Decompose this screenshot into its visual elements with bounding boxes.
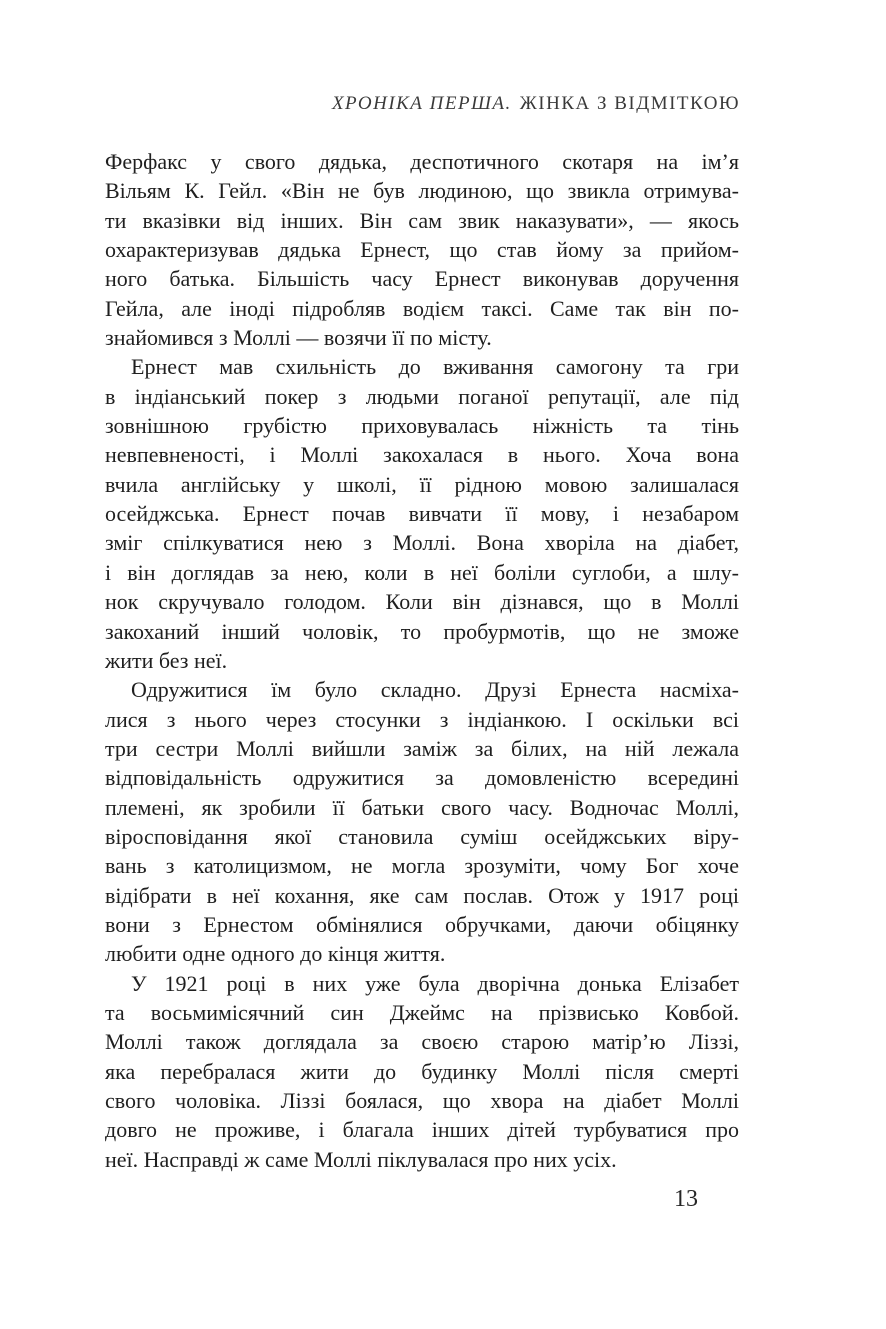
text-block — [105, 147, 739, 1174]
chapter-title-label: ЖІНКА З ВІДМІТКОЮ — [519, 93, 740, 114]
text-line: Ернест мав схильність до вживання самогону та гри — [131, 354, 739, 380]
text-line: племені, як зробили її батьки свого часу. Водночас Моллі, — [105, 794, 739, 820]
text-line: жити без неї. — [105, 647, 228, 673]
text-line: нок скручувало голодом. Коли він дізнався, що в Моллі — [105, 589, 739, 615]
text-line: Одружитися їм було складно. Друзі Ернеста насміха- — [131, 677, 739, 703]
text-line: Вільям К. Гейл. «Він не був людиною, що звикла отримува- — [105, 178, 739, 204]
text-line: та восьмимісячний син Джеймс на прізвисько Ковбой. — [105, 999, 739, 1025]
text-line: Моллі також доглядала за своєю старою матір’ю Ліззі, — [105, 1029, 739, 1055]
text-line: зміг спілкуватися нею з Моллі. Вона хворіла на діабет, — [105, 530, 739, 556]
text-line: вчила англійську у школі, її рідною мовою залишалася — [105, 471, 739, 497]
text-line: яка перебралася жити до будинку Моллі після смерті — [105, 1058, 739, 1084]
text-line: ного батька. Більшість часу Ернест виконував доручення — [105, 266, 739, 292]
text-line: лися з нього через стосунки з індіанкою. І оскільки всі — [105, 706, 739, 732]
page-number: 13 — [674, 1186, 698, 1212]
text-line: У 1921 році в них уже була дворічна донька Елізабет — [131, 970, 739, 996]
text-line: відібрати в неї кохання, яке сам послав. Отож у 1917 році — [105, 882, 739, 908]
text-line: зовнішною грубістю приховувалась ніжність та тінь — [105, 413, 739, 439]
chronicle-label: ХРОНІКА ПЕРША. — [331, 93, 512, 114]
text-line: невпевненості, і Моллі закохалася в нього. Хоча вона — [105, 442, 739, 468]
text-line: осейджська. Ернест почав вивчати її мову, і незабаром — [105, 501, 739, 527]
text-line: знайомився з Моллі — возячи її по місту. — [105, 325, 492, 351]
text-line: любити одне одного до кінця життя. — [105, 941, 446, 967]
text-line: віросповідання якої становила суміш осейджських віру- — [105, 823, 739, 849]
text-line: в індіанський покер з людьми поганої репутації, але під — [105, 383, 739, 409]
text-line: вони з Ернестом обмінялися обручками, даючи обіцянку — [105, 911, 739, 937]
text-line: довго не проживе, і благала інших дітей турбуватися про — [105, 1117, 739, 1143]
text-line: охарактеризував дядька Ернест, що став йому за прийом- — [105, 237, 739, 263]
text-line: три сестри Моллі вийшли заміж за білих, на ній лежала — [105, 735, 739, 761]
text-line: неї. Насправді ж саме Моллі піклувалася про них усіх. — [105, 1146, 617, 1172]
text-line: ти вказівки від інших. Він сам звик наказувати», — якось — [105, 207, 739, 233]
text-line: Гейла, але іноді підробляв водієм таксі. Саме так він по- — [105, 295, 739, 321]
text-line: закоханий інший чоловік, то пробурмотів, що не зможе — [105, 618, 739, 644]
running-header — [332, 93, 740, 115]
text-line: вань з католицизмом, не могла зрозуміти, чому Бог хоче — [105, 853, 739, 879]
text-line: свого чоловіка. Ліззі боялася, що хвора на діабет Моллі — [105, 1088, 739, 1113]
text-line: і він доглядав за нею, коли в неї боліли суглоби, а шлу- — [105, 559, 739, 585]
text-line: відповідальність одружитися за домовленістю всередині — [105, 765, 739, 791]
text-line: Ферфакс у свого дядька, деспотичного скотаря на ім’я — [105, 149, 739, 174]
